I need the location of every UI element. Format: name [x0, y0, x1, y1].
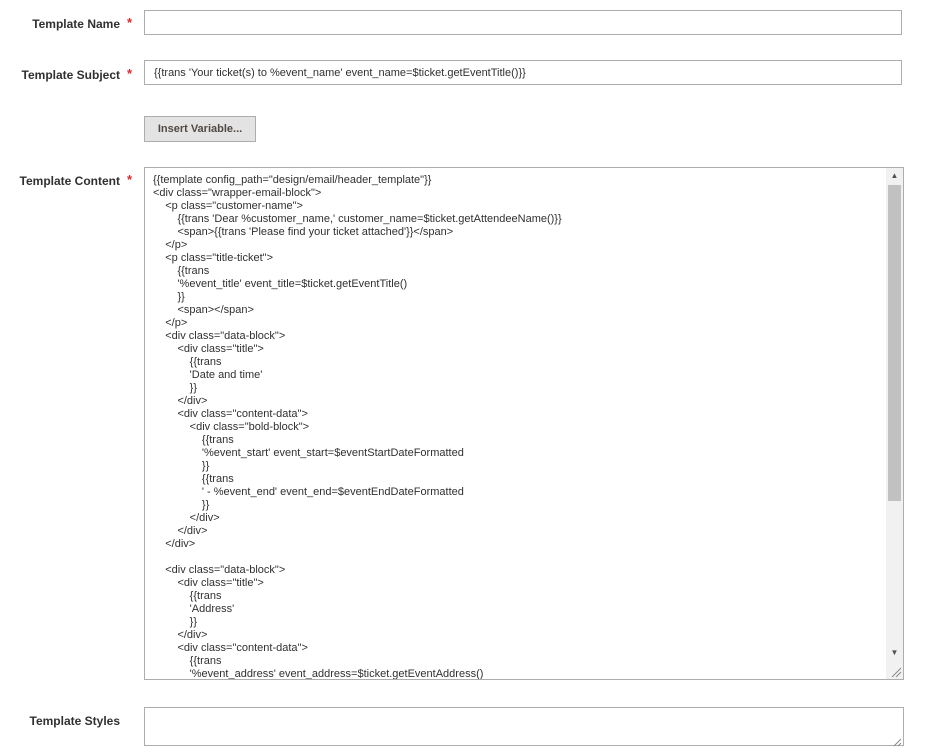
template-name-label: Template Name — [32, 17, 120, 31]
scrollbar-thumb[interactable] — [888, 185, 901, 501]
template-name-input[interactable] — [144, 10, 902, 35]
template-styles-textarea[interactable] — [144, 707, 904, 746]
template-content-textarea[interactable] — [144, 167, 904, 680]
insert-variable-button[interactable]: Insert Variable... — [144, 116, 256, 142]
resize-grip-icon[interactable] — [892, 734, 902, 744]
template-styles-label: Template Styles — [29, 714, 120, 728]
required-mark: * — [127, 15, 133, 30]
vertical-scrollbar[interactable] — [886, 168, 903, 679]
template-content-label: Template Content — [19, 174, 120, 188]
scroll-down-arrow-icon[interactable]: ▼ — [890, 648, 899, 657]
required-mark: * — [127, 172, 133, 187]
scroll-up-arrow-icon[interactable]: ▲ — [890, 171, 899, 180]
template-content-text[interactable]: {{template config_path="design/email/header_template"}} <div class="wrapper-email-block"> <p class="customer-name"> {{trans 'Dear %customer_name,' customer_name=$ticket.getAttendeeName()}} <span>{{trans 'Please find your ticket attached'}}</span> </p> <p class="title-ticket"> {{trans '%event_title' event_title=$ticket.getEventTitle() }} <span></span> </p> <div class="data-block"> <div class="title"> {{trans 'Date and time' }} </div> <div class="content-data"> <div class="bold-block"> {{trans '%event_start' event_start=$eventStartDateFormatted }} {{trans ' - %event_end' event_end=$eventEndDateFormatted }} </div> </div> </div> <div class="data-block"> <div class="title"> {{trans 'Address' }} </div> <div class="content-data"> {{trans '%event_address' event_address=$ticket.getEventAddress() — [153, 174, 562, 680]
required-mark: * — [127, 66, 133, 81]
template-subject-label: Template Subject — [21, 68, 120, 82]
template-subject-input[interactable]: {{trans 'Your ticket(s) to %event_name' event_name=$ticket.getEventTitle()}} — [144, 60, 902, 85]
resize-grip-icon[interactable] — [888, 664, 902, 678]
